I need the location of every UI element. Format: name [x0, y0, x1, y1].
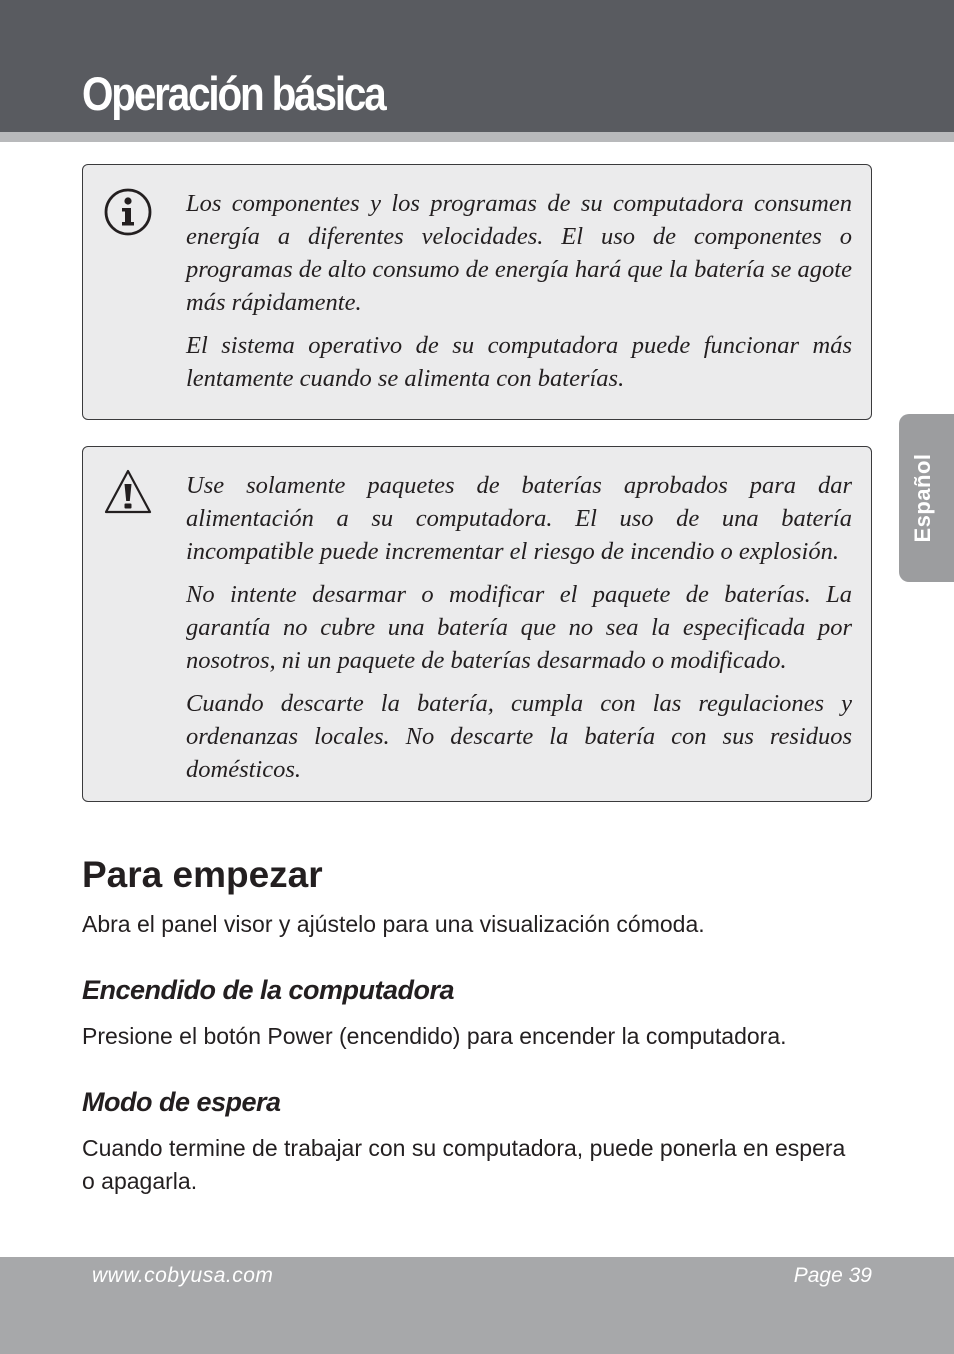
section-heading: Para empezar [82, 854, 323, 895]
warning-notice-paragraph: Use solamente paquetes de baterías aprobados para dar alimentación a su computadora. El uso de una batería incompatible puede incrementar el riesgo de incendio o explosión. [186, 472, 852, 565]
warning-notice-paragraph: No intente desarmar o modificar el paquete de baterías. La garantía no cubre una batería que no sea la especificada por nosotros, ni un paquete de baterías desarmado o modificado. [186, 581, 852, 674]
info-notice-paragraph: Los componentes y los programas de su computadora consumen energía a diferentes velocidades. El uso de componentes o programas de alto consumo de energía hará que la batería se agote más rápidamente. [186, 190, 852, 316]
page-title: Operación básica [82, 67, 385, 120]
info-notice-paragraph: El sistema operativo de su computadora puede funcionar más lentamente cuando se alimenta con baterías. [186, 332, 852, 392]
subsection-text-standby: Cuando termine de trabajar con su computadora, puede ponerla en espera o apagarla. [82, 1135, 846, 1194]
info-notice-box [82, 164, 872, 420]
warning-notice-paragraph: Cuando descarte la batería, cumpla con las regulaciones y ordenanzas locales. No descarte la batería con sus residuos domésticos. [186, 690, 852, 783]
footer-page-number: Page 39 [793, 1264, 872, 1287]
warning-icon [103, 467, 153, 517]
section-intro: Abra el panel visor y ajústelo para una visualización cómoda. [82, 911, 705, 937]
subsection-text-power-on: Presione el botón Power (encendido) para encender la computadora. [82, 1023, 787, 1049]
subsection-heading-power-on: Encendido de la computadora [82, 975, 455, 1005]
header-stripe [0, 132, 954, 142]
language-tab-label: Español [910, 453, 935, 543]
warning-notice-box [82, 446, 872, 802]
footer-url: www.cobyusa.com [92, 1264, 274, 1287]
info-icon [103, 187, 153, 237]
subsection-heading-standby: Modo de espera [82, 1087, 281, 1117]
